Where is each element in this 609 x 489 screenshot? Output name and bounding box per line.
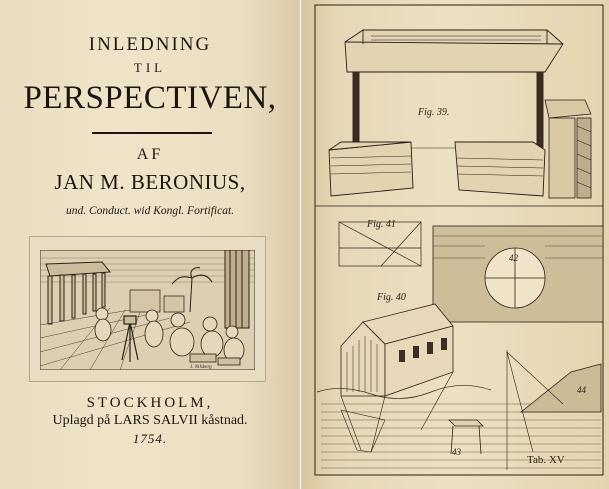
author-name: JAN M. BERONIUS,: [54, 170, 246, 194]
figure-42-number: 42: [509, 253, 518, 263]
plate-number: Tab. XV: [527, 454, 565, 466]
imprint-year: 1754.: [132, 431, 168, 446]
title-line-til: TIL: [133, 60, 167, 75]
figure-39-label: Fig. 39.: [418, 107, 450, 118]
figure-41-label: Fig. 41: [367, 219, 396, 230]
imprint-city: STOCKHOLM,: [86, 395, 214, 411]
title-rule: [92, 132, 212, 134]
vignette-signature: J. Nilsberg: [190, 365, 212, 370]
title-line-inledning: INLEDNING: [88, 34, 212, 55]
vignette-engraving: [29, 236, 266, 382]
plate-page: [301, 0, 609, 489]
author-title: und. Conduct. wid Kongl. Fortificat.: [65, 205, 235, 217]
title-page: [0, 0, 300, 489]
vignette-image: [40, 250, 255, 370]
title-line-af: AF: [136, 146, 164, 163]
figure-44-number: 44: [577, 385, 586, 395]
figure-43-number: 43: [452, 447, 461, 457]
title-line-perspectiven: PERSPECTIVEN,: [23, 80, 277, 116]
plate-engraving: [301, 0, 609, 489]
imprint-publisher: Uplagd på LARS SALVII kåstnad.: [52, 413, 248, 428]
figure-40-label: Fig. 40: [377, 292, 406, 303]
